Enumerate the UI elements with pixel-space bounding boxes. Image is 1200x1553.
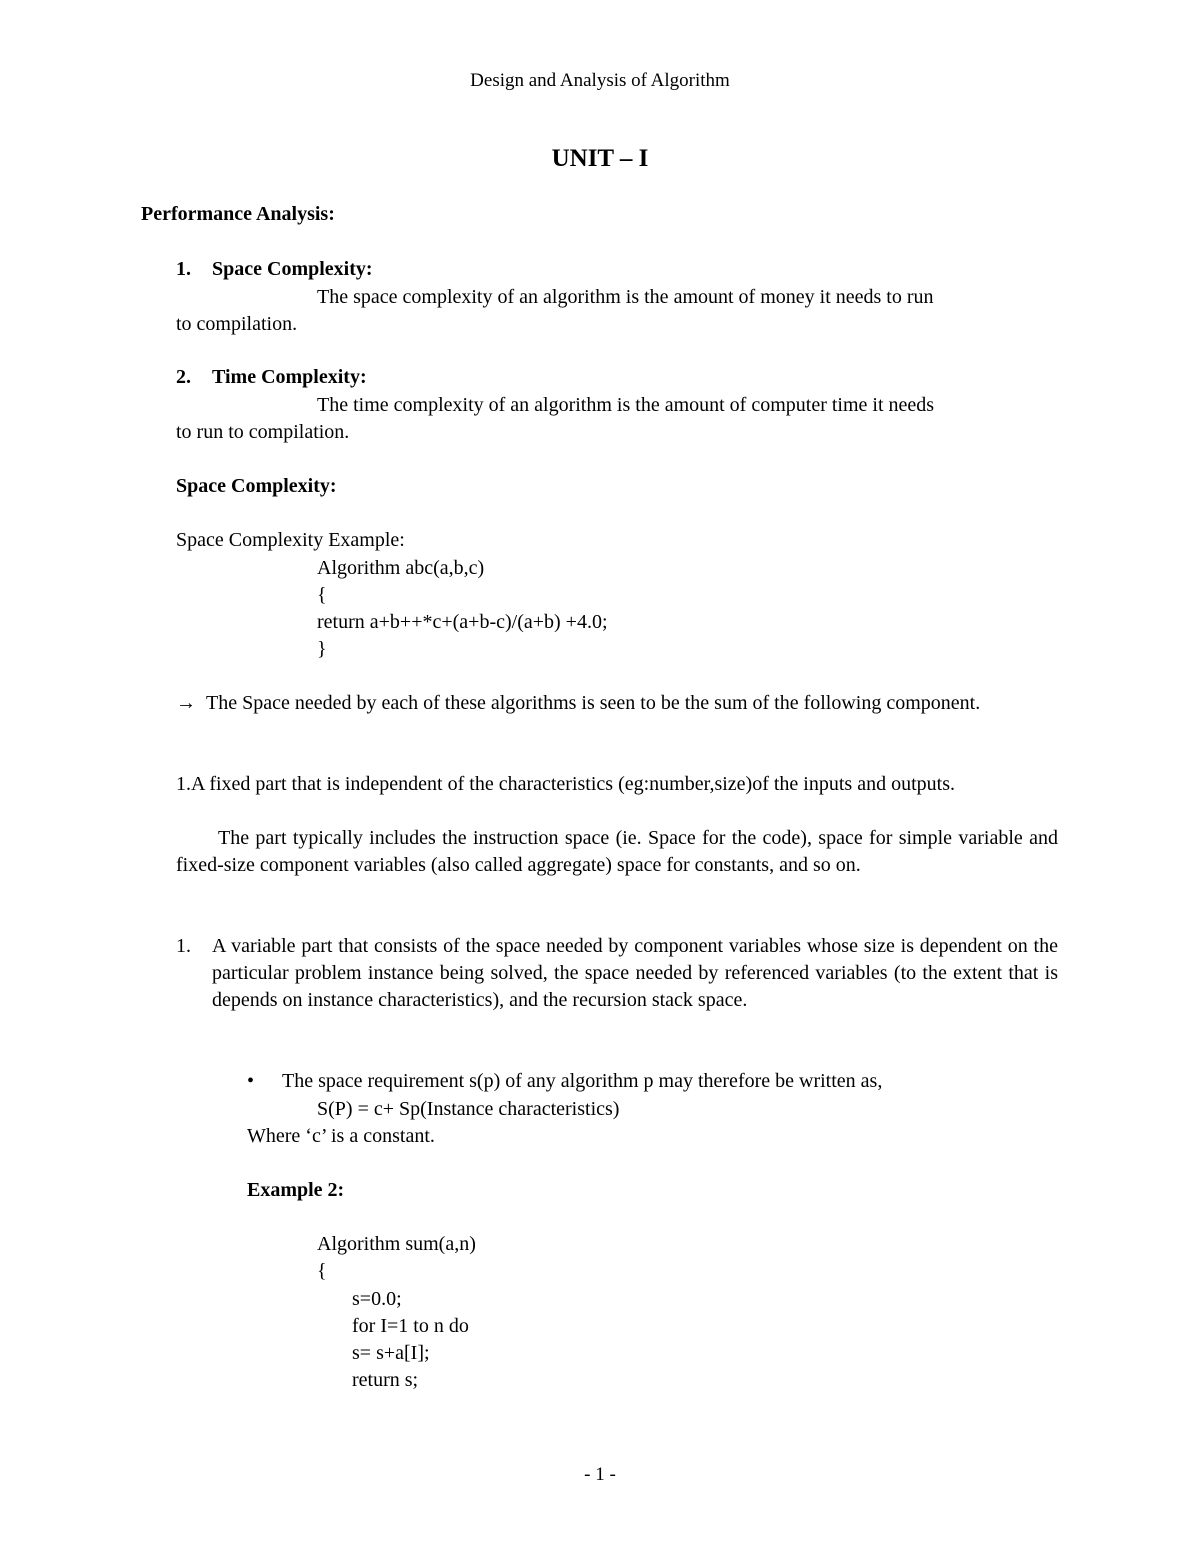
page-number: - 1 - [584,1464,616,1485]
space-complexity-heading: Space Complexity: [176,475,337,497]
page-header: Design and Analysis of Algorithm [470,70,730,91]
example1-code-line: return a+b++*c+(a+b-c)/(a+b) +4.0; [317,611,608,633]
unit-title: UNIT – I [551,145,649,172]
example2-code-line: s=0.0; [352,1288,402,1310]
item-1-number: 1. [176,258,191,280]
fixed-part-detail-paragraph: The part typically includes the instruction space (ie. Space for the code), space for simple variable and fixed-size component variables (also called aggregate) space for constants, and so on. [176,827,1058,876]
variable-part-paragraph: A variable part that consists of the space needed by component variables whose size is dependent on the particular problem instance being solved, the space needed by referenced variables (to the extent that is depends on instance characteristics), and the recursion stack space. [212,935,1058,1011]
item-2-heading: Time Complexity: [212,366,367,388]
example-label: Space Complexity Example: [176,529,405,551]
arrow-paragraph: The Space needed by each of these algorithms is seen to be the sum of the following component. [206,692,981,714]
example2-code-line: for I=1 to n do [352,1315,469,1337]
arrow-icon: → [176,692,196,714]
bullet-text: The space requirement s(p) of any algorithm p may therefore be written as, [282,1070,883,1092]
space-formula: S(P) = c+ Sp(Instance characteristics) [317,1098,620,1120]
example2-code-line: s= s+a[I]; [352,1342,430,1364]
variable-part-number: 1. [176,935,191,957]
example1-code-line: Algorithm abc(a,b,c) [317,557,485,579]
example-2-heading: Example 2: [247,1179,345,1201]
item-2-description-line2: to run to compilation. [176,421,350,443]
example2-code-line: { [317,1260,327,1282]
item-2-number: 2. [176,366,191,388]
example1-code-line: { [317,584,327,606]
example2-code-line: Algorithm sum(a,n) [317,1233,476,1255]
item-1-description-line2: to compilation. [176,313,298,335]
bullet-icon: • [247,1070,255,1092]
example2-code-line: return s; [352,1369,419,1391]
performance-analysis-heading: Performance Analysis: [141,203,335,225]
constant-note: Where ‘c’ is a constant. [247,1125,435,1147]
item-1-heading: Space Complexity: [212,258,373,280]
item-1-description-line1: The space complexity of an algorithm is the amount of money it needs to run [317,286,934,308]
example1-code-line: } [317,638,327,660]
fixed-part-paragraph: 1.A fixed part that is independent of the characteristics (eg:number,size)of the inputs and outputs. [176,773,955,795]
item-2-description-line1: The time complexity of an algorithm is the amount of computer time it needs [317,394,935,416]
